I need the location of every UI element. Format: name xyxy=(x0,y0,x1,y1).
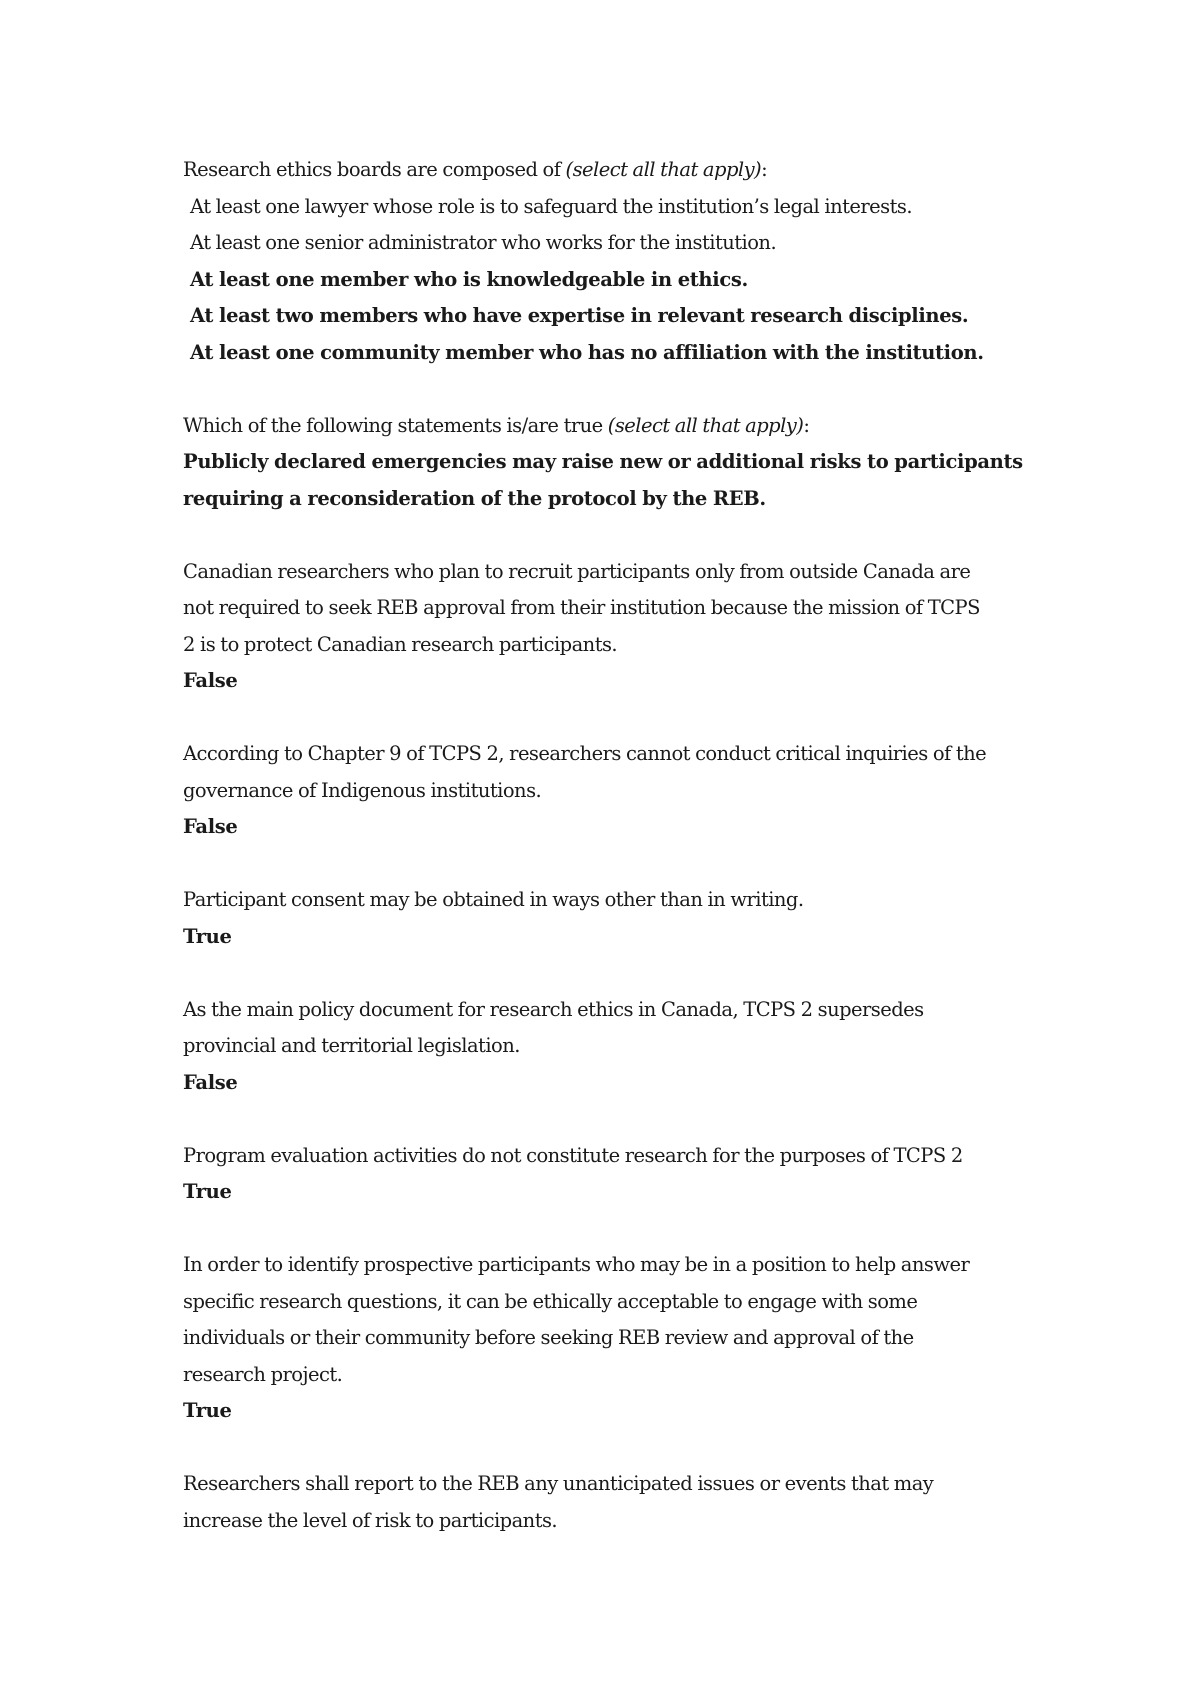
question-1-option-5-correct: At least one community member who has no affiliation with the institution. xyxy=(190,340,984,364)
question-2-answer-line-2: requiring a reconsideration of the protocol by the REB. xyxy=(183,486,766,510)
spacer xyxy=(183,517,1020,554)
question-7-line-1: Program evaluation activities do not constitute research for the purposes of TCPS 2 xyxy=(183,1143,963,1167)
spacer xyxy=(183,955,1020,992)
question-8-line-2: specific research questions, it can be ethically acceptable to engage with some xyxy=(183,1289,918,1313)
question-8-answer: True xyxy=(183,1399,232,1422)
question-5-answer: True xyxy=(183,924,232,948)
question-1-prompt-colon: : xyxy=(761,158,768,181)
spacer xyxy=(183,1101,1020,1138)
question-1-option-2: At least one senior administrator who works for the institution. xyxy=(190,231,777,254)
question-4-answer: False xyxy=(183,815,238,838)
question-4-line-1: According to Chapter 9 of TCPS 2, researchers cannot conduct critical inquiries of the xyxy=(183,742,987,765)
question-1-prompt-italic: (select all that apply) xyxy=(565,158,762,181)
spacer xyxy=(183,846,1020,883)
question-3-answer: False xyxy=(183,669,238,692)
question-1-prompt-text: Research ethics boards are composed of xyxy=(183,158,566,181)
spacer xyxy=(183,700,1020,737)
spacer xyxy=(183,1430,1020,1467)
question-1-option-1: At least one lawyer whose role is to safeguard the institution’s legal interests. xyxy=(190,194,912,218)
question-5-line-1: Participant consent may be obtained in ways other than in writing. xyxy=(183,888,804,911)
question-9-line-1: Researchers shall report to the REB any unanticipated issues or events that may xyxy=(183,1472,934,1495)
question-6-line-1: As the main policy document for research ethics in Canada, TCPS 2 supersedes xyxy=(183,997,924,1021)
question-2-prompt-colon: : xyxy=(803,413,810,437)
spacer xyxy=(183,371,1020,408)
question-2-prompt-text: Which of the following statements is/are true xyxy=(183,413,608,437)
question-3-line-3: 2 is to protect Canadian research participants. xyxy=(183,632,618,656)
spacer xyxy=(183,1211,1020,1248)
question-2-prompt xyxy=(183,408,1020,445)
question-3-line-1: Canadian researchers who plan to recruit participants only from outside Canada are xyxy=(183,559,971,583)
question-1-option-3-correct: At least one member who is knowledgeable in ethics. xyxy=(190,267,748,291)
question-8-line-4: research project. xyxy=(183,1362,343,1386)
question-2-answer-line-1: Publicly declared emergencies may raise new or additional risks to participants xyxy=(183,450,1023,473)
question-9-line-2: increase the level of risk to participants. xyxy=(183,1508,558,1532)
question-1-prompt xyxy=(183,152,1020,189)
question-6-answer: False xyxy=(183,1070,238,1094)
question-3-line-2: not required to seek REB approval from their institution because the mission of TCPS xyxy=(183,596,980,619)
question-8-line-3: individuals or their community before seeking REB review and approval of the xyxy=(183,1326,914,1349)
question-1-option-4-correct: At least two members who have expertise in relevant research disciplines. xyxy=(190,304,969,327)
question-6-line-2: provincial and territorial legislation. xyxy=(183,1034,520,1057)
question-7-answer: True xyxy=(183,1180,232,1203)
question-4-line-2: governance of Indigenous institutions. xyxy=(183,778,542,802)
question-8-line-1: In order to identify prospective participants who may be in a position to help answer xyxy=(183,1253,970,1276)
question-2-prompt-italic: (select all that apply) xyxy=(607,413,804,437)
